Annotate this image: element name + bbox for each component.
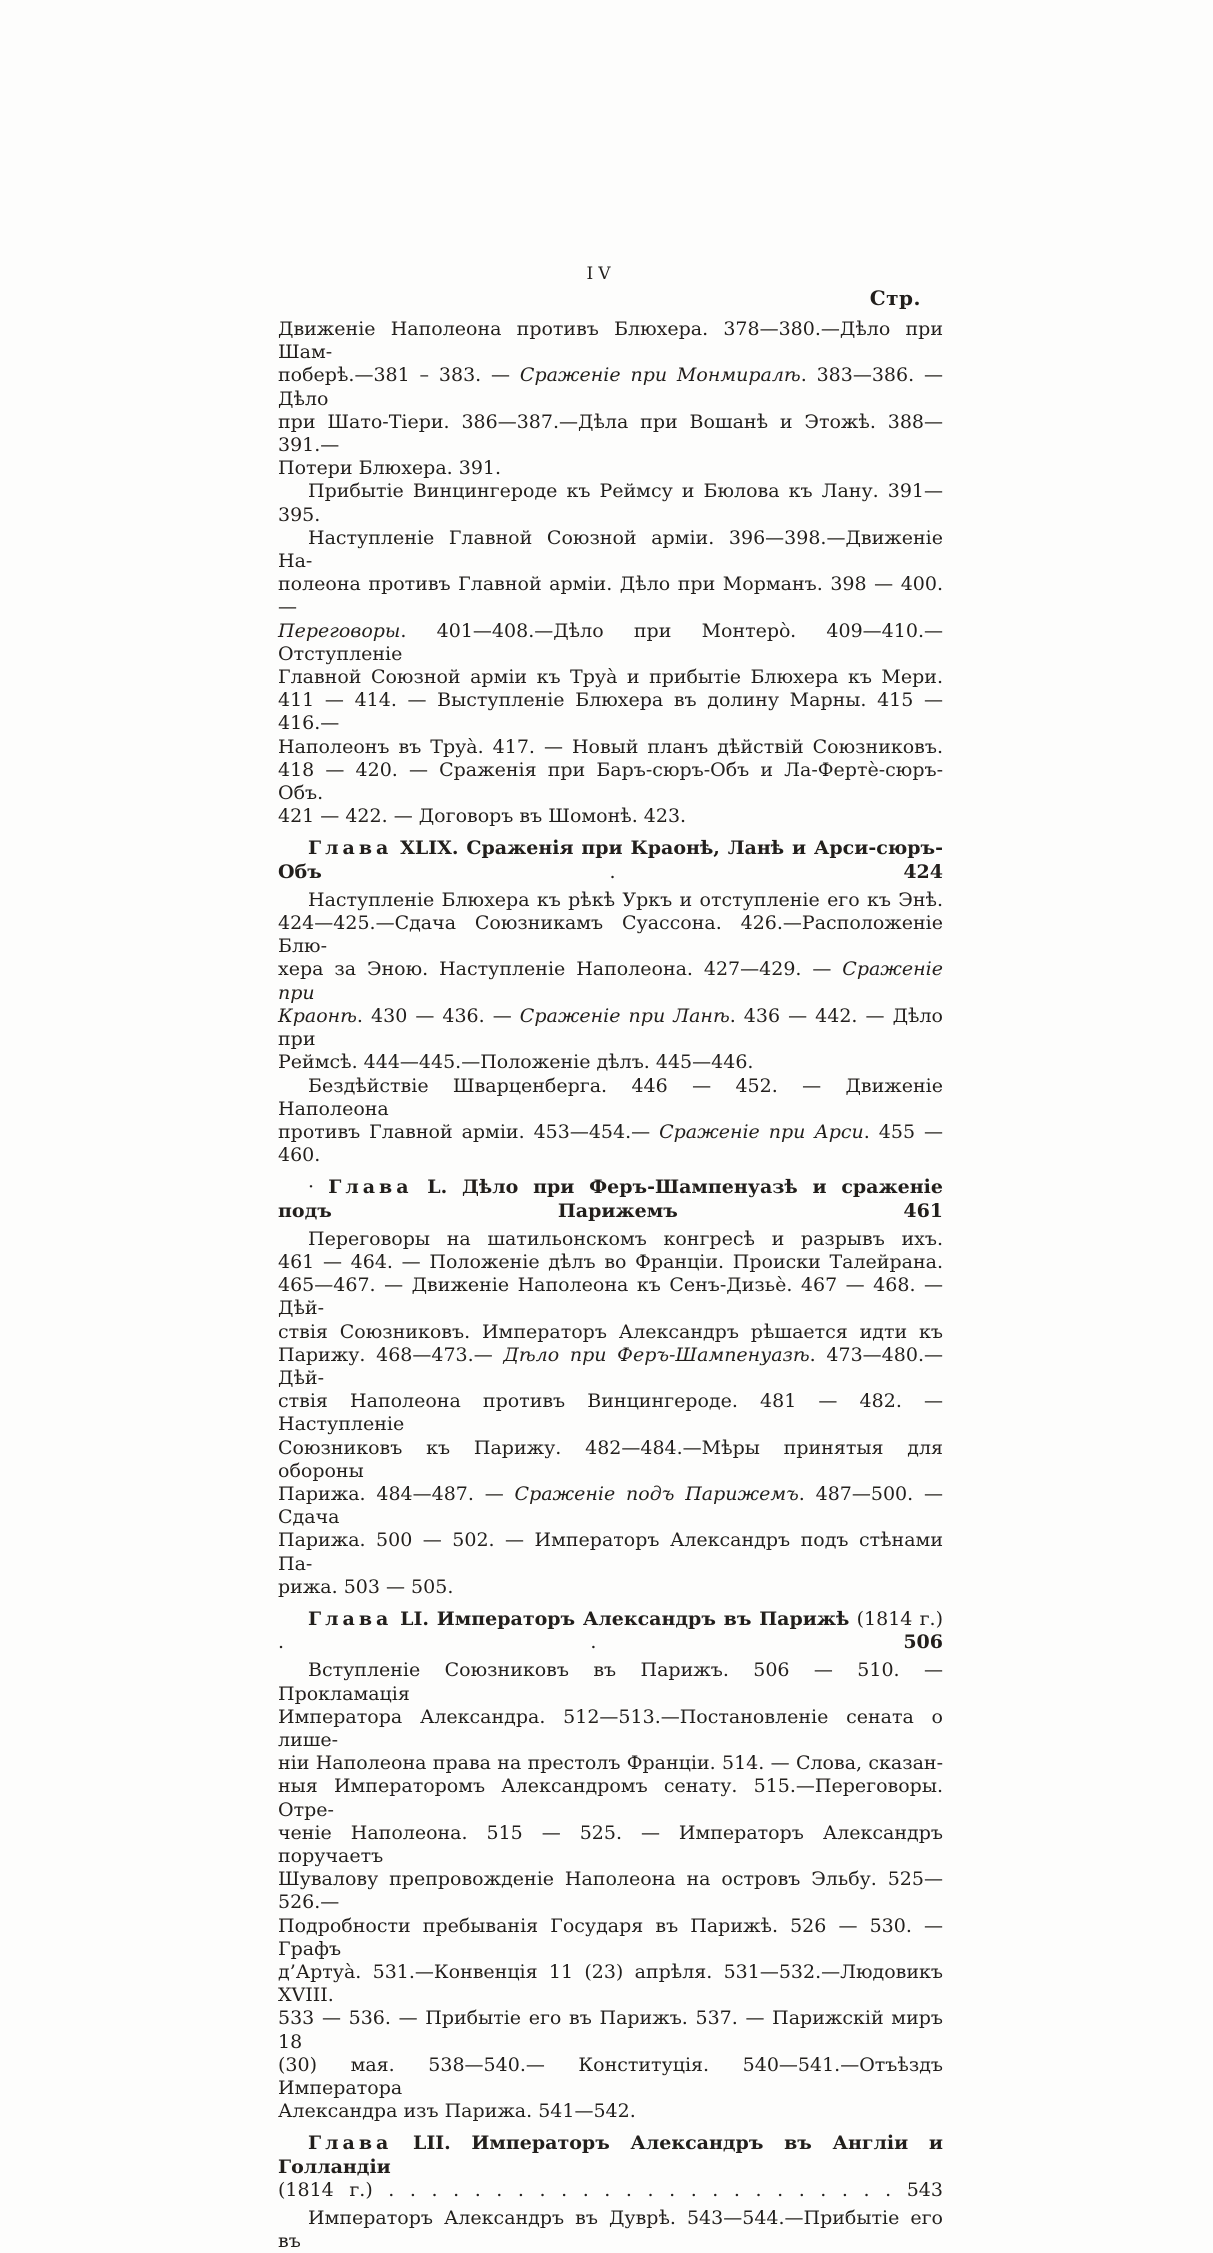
text-segment: ствія Союзниковъ. Императоръ Александръ рѣшается идти къ	[278, 1320, 943, 1343]
text-segment: Александра изъ Парижа. 541—542.	[278, 2100, 636, 2123]
text-line	[278, 1961, 943, 2007]
text-segment: поберѣ.—381 – 383. —	[278, 364, 520, 387]
chapter-label: Глава	[308, 1607, 393, 1630]
text-segment: ченіе Наполеона. 515 — 525. — Императоръ Александръ поручаетъ	[278, 1821, 943, 1867]
text-line	[278, 912, 943, 958]
chapter-heading-block	[278, 1176, 943, 1222]
chapter-title: XLIX. Сраженія при Краонѣ, Ланѣ и Арси-сюръ-Объ	[278, 837, 943, 883]
toc-paragraph	[278, 1659, 943, 2123]
text-line	[278, 480, 943, 526]
chapter-title: LII. Императоръ Александръ въ Англіи и Голландіи	[278, 2132, 943, 2178]
chapter-heading-block	[278, 1608, 943, 1654]
text-line	[278, 889, 943, 912]
text-line	[278, 1529, 943, 1575]
text-segment: хера за Эною. Наступленіе Наполеона. 427—429. —	[278, 958, 843, 981]
text-segment: 465—467. — Движеніе Наполеона къ Сенъ-Дизьè. 467 — 468. — Дѣй-	[278, 1274, 943, 1320]
text-line	[278, 1775, 943, 1821]
text-line	[278, 958, 943, 1004]
table-of-contents	[278, 318, 943, 2253]
battle-name-italic: Сраженіе при Арси	[659, 1120, 864, 1143]
text-line	[278, 620, 943, 666]
text-line	[278, 1176, 943, 1222]
text-line	[278, 1868, 943, 1914]
text-segment: Наступленіе Блюхера къ рѣкѣ Уркъ и отступленіе его къ Энѣ.	[308, 888, 943, 911]
text-segment: Парижа. 500 — 502. — Императоръ Александръ подъ стѣнами Па-	[278, 1529, 943, 1575]
text-line	[278, 411, 943, 457]
text-line	[278, 1051, 943, 1074]
text-line	[278, 1706, 943, 1752]
text-segment: . 473—480.—Дѣй-	[278, 1343, 943, 1389]
text-line	[278, 805, 943, 828]
text-segment: Бездѣйствіе Шварценберга. 446 — 452. — Движеніе Наполеона	[278, 1074, 943, 1120]
toc-paragraph	[278, 1228, 943, 1599]
text-segment: ныя Императоромъ Александромъ сенату. 515.—Переговоры. Отре-	[278, 1775, 943, 1821]
text-segment: Движеніе Наполеона противъ Блюхера. 378—380.—Дѣло при Шам-	[278, 318, 943, 364]
text-line	[278, 2054, 943, 2100]
battle-name-italic: Краонѣ	[278, 1004, 357, 1027]
text-segment: Императоръ Александръ въ Дуврѣ. 543—544.—Прибытіе его въ	[278, 2207, 943, 2253]
text-segment: противъ Главной арміи. 453—454.—	[278, 1120, 660, 1143]
text-line	[278, 1752, 943, 1775]
text-segment: . 401—408.—Дѣло при Монтерò. 409—410.—Отступленіе	[278, 619, 943, 665]
text-segment: . 487—500. — Сдача	[278, 1482, 943, 1529]
text-segment: (1814 г.)	[849, 1607, 943, 1630]
chapter-title: L. Дѣло при Феръ-Шампенуазѣ и сраженіе подъ Парижемъ	[278, 1176, 943, 1222]
text-segment: 533 — 536. — Прибытіе его въ Парижъ. 537. — Парижскій миръ 18	[278, 2007, 943, 2053]
text-segment: . 455 — 460.	[278, 1120, 943, 1167]
chapter-page-ref: 543	[891, 2178, 943, 2201]
text-line	[278, 2132, 943, 2178]
chapter-page-ref: 424	[903, 860, 943, 883]
text-line	[278, 1483, 943, 1529]
text-line	[278, 1321, 943, 1344]
text-line	[278, 689, 943, 735]
text-line	[278, 1005, 943, 1051]
column-header-page-label: Стр.	[869, 286, 921, 310]
text-line	[278, 457, 943, 480]
text-segment: 421 — 422. — Договоръ въ Шомонѣ. 423.	[278, 805, 687, 828]
text-line	[278, 736, 943, 759]
text-segment: Потери Блюхера. 391.	[278, 457, 502, 480]
text-segment: при Шато-Тіери. 386—387.—Дѣла при Вошанѣ и Этожѣ. 388—391.—	[278, 410, 943, 457]
text-line	[278, 759, 943, 805]
text-segment: . .	[278, 1631, 597, 1654]
battle-name-italic: Переговоры	[278, 619, 401, 642]
text-line	[278, 2179, 943, 2202]
text-line	[278, 1822, 943, 1868]
text-line	[278, 1251, 943, 1274]
toc-paragraph	[278, 527, 943, 829]
battle-name-italic: Дѣло при Феръ-Шампенуазѣ	[503, 1343, 810, 1366]
text-segment: Прибытіе Винцингероде къ Реймсу и Бюлова къ Лану. 391—395.	[278, 480, 943, 526]
text-segment: полеона противъ Главной арміи. Дѣло при Морманъ. 398 — 400. —	[278, 573, 943, 619]
chapter-title: LI. Императоръ Александръ въ Парижѣ	[392, 1607, 850, 1630]
text-line	[278, 1121, 943, 1167]
text-segment: Главной Союзной арміи къ Труà и прибытіе Блюхера къ Мери.	[278, 666, 943, 689]
text-segment: (1814 г.)	[278, 2178, 373, 2201]
battle-name-italic: Сраженіе при Ланѣ	[519, 1004, 730, 1027]
text-segment: . 436 — 442. — Дѣло при	[278, 1004, 943, 1051]
battle-name-italic: Сраженіе подъ Парижемъ	[514, 1482, 799, 1505]
text-line	[278, 573, 943, 619]
text-segment: Переговоры на шатильонскомъ конгресѣ и разрывъ ихъ.	[308, 1227, 943, 1250]
text-segment: Парижу. 468—473.—	[278, 1343, 504, 1366]
text-segment: 461 — 464. — Положеніе дѣлъ во Франціи. Происки Талейрана.	[278, 1250, 943, 1273]
text-line	[278, 1915, 943, 1961]
chapter-label: Глава	[308, 837, 393, 860]
toc-paragraph	[278, 480, 943, 526]
chapter-label: Глава	[328, 1176, 413, 1199]
text-segment: Вступленіе Союзниковъ въ Парижъ. 506 — 510. — Прокламація	[278, 1659, 943, 1705]
text-segment: ствія Наполеона противъ Винцингероде. 481 — 482. — Наступленіе	[278, 1390, 943, 1436]
text-line	[278, 1390, 943, 1436]
text-segment: . . . . . . . . . . . . . . . . . . . . . . . .	[372, 2178, 892, 2201]
text-line	[278, 1437, 943, 1483]
text-line	[278, 2100, 943, 2123]
text-segment: Подробности пребыванія Государя въ Парижѣ. 526 — 530. — Графъ	[278, 1914, 943, 1960]
text-segment: (30) мая. 538—540.— Конституція. 540—541.—Отъѣздъ Императора	[278, 2053, 943, 2100]
text-segment: Императора Александра. 512—513.—Постановленіе сената о лише-	[278, 1705, 943, 1751]
text-line	[278, 1344, 943, 1390]
chapter-label: Глава	[308, 2132, 393, 2155]
text-segment: ·	[308, 1176, 329, 1199]
text-segment: Парижа. 484—487. —	[278, 1482, 515, 1505]
text-line	[278, 1274, 943, 1320]
text-line	[278, 1228, 943, 1251]
text-segment: Наступленіе Главной Союзной арміи. 396—398.—Движеніе На-	[278, 526, 943, 573]
battle-name-italic: Сраженіе при	[278, 958, 943, 1004]
text-line	[278, 364, 943, 410]
text-segment: Союзниковъ къ Парижу. 482—484.—Мѣры принятыя для обороны	[278, 1436, 943, 1482]
text-segment: 418 — 420. — Сраженія при Баръ-сюръ-Объ и Ла-Фертè-сюръ-Объ.	[278, 758, 943, 805]
text-line	[278, 666, 943, 689]
text-segment: Реймсѣ. 444—445.—Положеніе дѣлъ. 445—446.	[278, 1051, 754, 1074]
text-line	[278, 2207, 943, 2253]
page-number-roman: IV	[586, 264, 616, 284]
chapter-heading-block	[278, 2132, 943, 2202]
text-line	[278, 2007, 943, 2053]
text-line	[278, 318, 943, 364]
text-segment: Наполеонъ въ Труà. 417. — Новый планъ дѣйствій Союзниковъ.	[278, 735, 943, 758]
battle-name-italic: Сраженіе при Монмиралѣ	[519, 364, 801, 387]
text-segment: .	[321, 860, 904, 883]
chapter-page-ref: 506	[596, 1631, 943, 1654]
toc-paragraph	[278, 318, 943, 480]
text-segment: Шувалову препровожденіе Наполеона на островъ Эльбу. 525—526.—	[278, 1868, 943, 1914]
text-line	[278, 1659, 943, 1705]
text-segment: д’Артуà. 531.—Конвенція 11 (23) апрѣля. 531—532.—Людовикъ XVIII.	[278, 1961, 943, 2007]
text-segment: рижа. 503 — 505.	[278, 1575, 454, 1598]
text-line	[278, 1576, 943, 1599]
text-segment: 424—425.—Сдача Союзникамъ Суассона. 426.—Расположеніе Блю-	[278, 912, 943, 958]
text-segment	[678, 1200, 903, 1222]
text-segment: ніи Наполеона права на престолъ Франціи. 514. — Слова, сказан-	[278, 1752, 943, 1775]
chapter-page-ref: 461	[903, 1199, 944, 1222]
text-line	[278, 527, 943, 573]
toc-paragraph	[278, 889, 943, 1075]
chapter-heading-block	[278, 837, 943, 883]
text-line	[278, 1075, 943, 1121]
toc-paragraph	[278, 2207, 943, 2253]
text-segment: . 430 — 436. —	[356, 1004, 520, 1027]
toc-paragraph	[278, 1075, 943, 1168]
text-segment: . 383—386. — Дѣло	[278, 364, 943, 410]
text-line	[278, 1608, 943, 1654]
text-line	[278, 837, 943, 883]
text-segment: 411 — 414. — Выступленіе Блюхера въ долину Марны. 415 — 416.—	[278, 689, 943, 735]
